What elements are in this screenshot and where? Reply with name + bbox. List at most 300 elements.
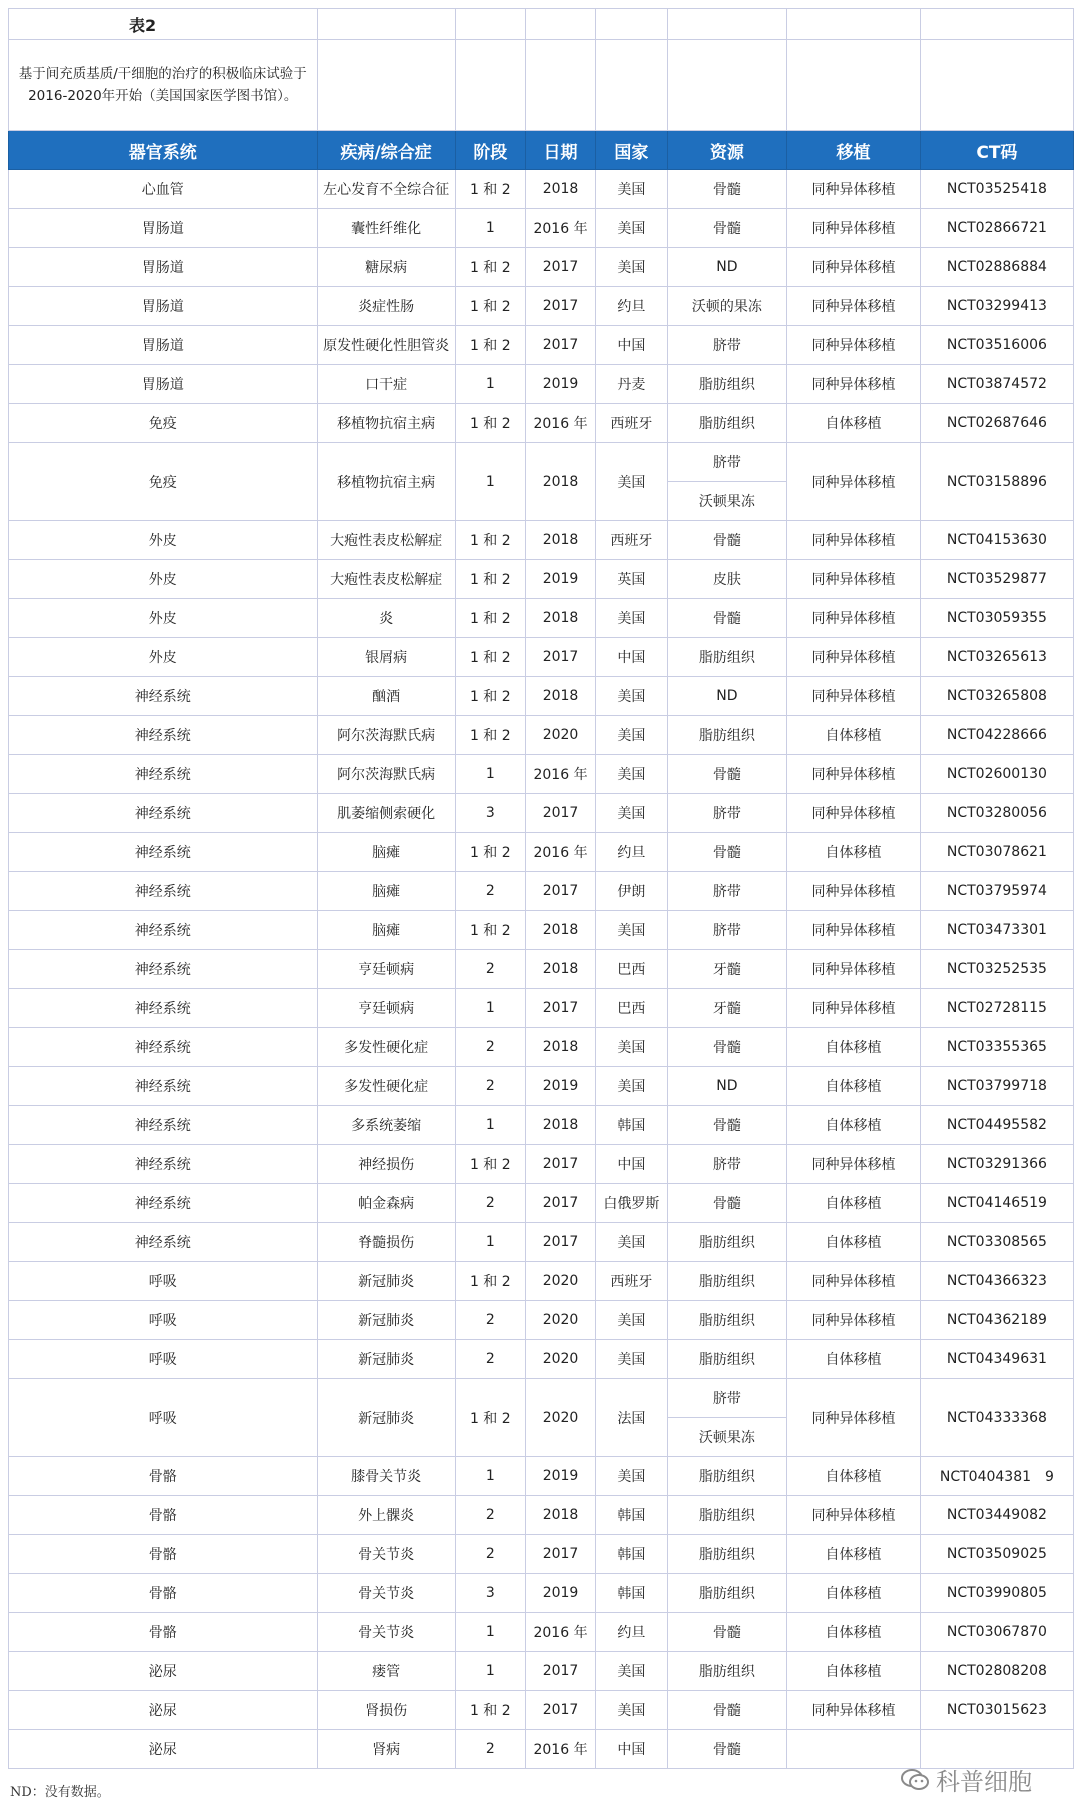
cell-organ: 骨骼 [9,1457,318,1496]
table-row [9,1379,1074,1418]
cell-transplant: 自体移植 [787,1457,921,1496]
cell-organ: 神经系统 [9,1223,318,1262]
cell-ct-code: NCT03252535 [920,950,1073,989]
cell-source: 脂肪组织 [667,365,787,404]
cell-phase: 1 [455,989,525,1028]
table-row [9,443,1074,482]
cell-disease: 移植物抗宿主病 [317,404,455,443]
cell-disease: 炎 [317,599,455,638]
cell-phase: 3 [455,1574,525,1613]
table-row [9,1262,1074,1301]
cell-country: 西班牙 [596,521,667,560]
cell-disease: 新冠肺炎 [317,1340,455,1379]
cell-organ: 骨骼 [9,1535,318,1574]
cell-disease: 脑瘫 [317,911,455,950]
cell-ct-code: NCT04362189 [920,1301,1073,1340]
cell-country: 美国 [596,794,667,833]
table-row [9,1340,1074,1379]
cell-ct-code: NCT04333368 [920,1379,1073,1457]
cell-transplant: 自体移植 [787,833,921,872]
cell-date: 2016 年 [525,755,595,794]
cell-disease: 骨关节炎 [317,1535,455,1574]
cell-organ: 骨骼 [9,1574,318,1613]
cell-organ: 神经系统 [9,950,318,989]
table-row [9,1223,1074,1262]
cell-source: 脐带 [667,326,787,365]
cell-source: 牙髓 [667,950,787,989]
table-row [9,599,1074,638]
cell-ct-code: NCT03355365 [920,1028,1073,1067]
cell-disease: 膝骨关节炎 [317,1457,455,1496]
cell-disease: 骨关节炎 [317,1613,455,1652]
cell-transplant: 自体移植 [787,1613,921,1652]
cell-phase: 2 [455,1301,525,1340]
cell-date: 2017 [525,989,595,1028]
cell-source: ND [667,1067,787,1106]
table-title: 表2 [9,9,318,40]
cell-organ: 神经系统 [9,794,318,833]
cell-phase: 2 [455,872,525,911]
cell-ct-code: NCT03525418 [920,170,1073,209]
cell-transplant: 同种异体移植 [787,560,921,599]
cell-date: 2016 年 [525,833,595,872]
cell-date: 2017 [525,1184,595,1223]
cell-date: 2019 [525,365,595,404]
cell-disease: 阿尔茨海默氏病 [317,755,455,794]
cell-transplant: 同种异体移植 [787,794,921,833]
table-row [9,1106,1074,1145]
cell-ct-code: NCT04366323 [920,1262,1073,1301]
table-row [9,287,1074,326]
cell-disease: 炎症性肠 [317,287,455,326]
table-row [9,1652,1074,1691]
cell-organ: 呼吸 [9,1262,318,1301]
table-row [9,248,1074,287]
cell-country: 中国 [596,638,667,677]
cell-organ: 神经系统 [9,1145,318,1184]
cell-disease: 大疱性表皮松解症 [317,560,455,599]
cell-ct-code: NCT03265613 [920,638,1073,677]
cell-country: 美国 [596,1691,667,1730]
cell-transplant: 自体移植 [787,1106,921,1145]
cell-transplant: 同种异体移植 [787,1691,921,1730]
cell-source: 骨髓 [667,755,787,794]
cell-date: 2016 年 [525,404,595,443]
cell-organ: 胃肠道 [9,287,318,326]
cell-date: 2018 [525,170,595,209]
table-row [9,1613,1074,1652]
cell-transplant: 同种异体移植 [787,989,921,1028]
table-caption: 基于间充质基质/干细胞的治疗的积极临床试验于2016-2020年开始（美国国家医学图书馆）。 [9,40,318,131]
cell-country: 美国 [596,755,667,794]
cell-date: 2017 [525,1145,595,1184]
cell-source: 骨髓 [667,833,787,872]
cell-organ: 神经系统 [9,1028,318,1067]
cell-disease: 酗酒 [317,677,455,716]
header-transplant: 移植 [787,131,921,170]
cell-transplant: 同种异体移植 [787,1145,921,1184]
cell-source: 脐带 [667,1379,787,1418]
cell-source: 脐带 [667,443,787,482]
cell-disease: 新冠肺炎 [317,1379,455,1457]
cell-ct-code: NCT03990805 [920,1574,1073,1613]
cell-phase: 2 [455,1184,525,1223]
cell-date: 2016 年 [525,209,595,248]
cell-ct-code: NCT04495582 [920,1106,1073,1145]
cell-country: 韩国 [596,1106,667,1145]
cell-phase: 1 [455,443,525,521]
cell-date: 2017 [525,1652,595,1691]
cell-source: 骨髓 [667,1691,787,1730]
cell-transplant: 同种异体移植 [787,1496,921,1535]
cell-country: 韩国 [596,1574,667,1613]
cell-country: 美国 [596,1067,667,1106]
cell-ct-code: NCT03067870 [920,1613,1073,1652]
cell-country: 西班牙 [596,1262,667,1301]
cell-source: 骨髓 [667,1028,787,1067]
cell-organ: 免疫 [9,443,318,521]
cell-date: 2016 年 [525,1730,595,1769]
table-row [9,521,1074,560]
cell-ct-code: NCT03799718 [920,1067,1073,1106]
watermark-text: 科普细胞 [936,1768,1032,1796]
cell-country: 美国 [596,1457,667,1496]
cell-ct-code: NCT03529877 [920,560,1073,599]
cell-date: 2018 [525,911,595,950]
table-row [9,1184,1074,1223]
cell-phase: 1 [455,1652,525,1691]
cell-date: 2019 [525,1457,595,1496]
cell-source: 脂肪组织 [667,1457,787,1496]
cell-country: 美国 [596,1340,667,1379]
cell-phase: 1 和 2 [455,833,525,872]
cell-country: 约旦 [596,1613,667,1652]
cell-source: 脂肪组织 [667,1535,787,1574]
table-row [9,1067,1074,1106]
cell-country: 韩国 [596,1535,667,1574]
cell-organ: 呼吸 [9,1301,318,1340]
cell-phase: 1 和 2 [455,560,525,599]
cell-transplant: 同种异体移植 [787,248,921,287]
cell-transplant: 同种异体移植 [787,443,921,521]
cell-phase: 2 [455,1496,525,1535]
cell-disease: 亨廷顿病 [317,989,455,1028]
cell-country: 约旦 [596,833,667,872]
cell-phase: 2 [455,1535,525,1574]
cell-transplant: 同种异体移植 [787,365,921,404]
table-row [9,1028,1074,1067]
cell-ct-code: NCT03265808 [920,677,1073,716]
cell-ct-code: NCT03509025 [920,1535,1073,1574]
table-row [9,560,1074,599]
table-row [9,1301,1074,1340]
cell-disease: 阿尔茨海默氏病 [317,716,455,755]
cell-country: 中国 [596,1145,667,1184]
table-header-row [9,131,1074,170]
cell-disease: 糖尿病 [317,248,455,287]
cell-source: 脐带 [667,872,787,911]
cell-disease: 多系统萎缩 [317,1106,455,1145]
cell-phase: 1 和 2 [455,677,525,716]
table-row [9,404,1074,443]
cell-date: 2017 [525,1535,595,1574]
table-row [9,170,1074,209]
cell-transplant: 自体移植 [787,1574,921,1613]
cell-ct-code: NCT0404381 9 [920,1457,1073,1496]
cell-source: 脐带 [667,911,787,950]
table-row [9,716,1074,755]
cell-ct-code: NCT02866721 [920,209,1073,248]
cell-transplant: 自体移植 [787,404,921,443]
cell-date: 2019 [525,1067,595,1106]
footnote: ND：没有数据。 [10,1785,110,1800]
cell-ct-code: NCT03078621 [920,833,1073,872]
cell-country: 巴西 [596,989,667,1028]
cell-ct-code: NCT03795974 [920,872,1073,911]
cell-ct-code: NCT03291366 [920,1145,1073,1184]
cell-disease: 银屑病 [317,638,455,677]
header-phase: 阶段 [455,131,525,170]
cell-organ: 外皮 [9,521,318,560]
header-date: 日期 [525,131,595,170]
cell-organ: 胃肠道 [9,209,318,248]
cell-country: 美国 [596,1301,667,1340]
cell-organ: 神经系统 [9,1106,318,1145]
cell-date: 2017 [525,326,595,365]
watermark [900,1762,1032,1797]
cell-source: 脂肪组织 [667,404,787,443]
cell-phase: 1 和 2 [455,716,525,755]
cell-date: 2017 [525,872,595,911]
wechat-bubble-icon [900,1767,930,1793]
cell-country: 美国 [596,1652,667,1691]
cell-source: 牙髓 [667,989,787,1028]
cell-date: 2017 [525,1223,595,1262]
cell-date: 2018 [525,1028,595,1067]
cell-source: 骨髓 [667,209,787,248]
cell-ct-code: NCT02687646 [920,404,1073,443]
cell-country: 巴西 [596,950,667,989]
table-row [9,677,1074,716]
cell-ct-code: NCT04349631 [920,1340,1073,1379]
cell-source: 脂肪组织 [667,638,787,677]
cell-source: 脂肪组织 [667,1496,787,1535]
cell-organ: 泌尿 [9,1730,318,1769]
cell-disease: 左心发育不全综合征 [317,170,455,209]
cell-transplant: 自体移植 [787,1535,921,1574]
cell-disease: 口干症 [317,365,455,404]
cell-organ: 免疫 [9,404,318,443]
cell-source: 脐带 [667,1145,787,1184]
cell-phase: 1 和 2 [455,1262,525,1301]
cell-country: 美国 [596,599,667,638]
cell-transplant: 同种异体移植 [787,872,921,911]
cell-date: 2017 [525,1691,595,1730]
cell-organ: 呼吸 [9,1379,318,1457]
cell-phase: 1 和 2 [455,1145,525,1184]
cell-ct-code: NCT03280056 [920,794,1073,833]
cell-disease: 亨廷顿病 [317,950,455,989]
cell-organ: 神经系统 [9,872,318,911]
cell-source: 骨髓 [667,599,787,638]
table-row [9,911,1074,950]
cell-organ: 外皮 [9,599,318,638]
table-row [9,794,1074,833]
cell-date: 2020 [525,1379,595,1457]
cell-country: 美国 [596,911,667,950]
cell-country: 美国 [596,677,667,716]
cell-disease: 新冠肺炎 [317,1262,455,1301]
cell-phase: 1 [455,1613,525,1652]
cell-source: 脂肪组织 [667,1262,787,1301]
cell-country: 美国 [596,248,667,287]
cell-date: 2017 [525,794,595,833]
cell-phase: 1 [455,365,525,404]
cell-country: 美国 [596,716,667,755]
cell-disease: 瘘管 [317,1652,455,1691]
cell-organ: 骨骼 [9,1613,318,1652]
cell-organ: 呼吸 [9,1340,318,1379]
table-row [9,833,1074,872]
cell-date: 2018 [525,1106,595,1145]
cell-disease: 脑瘫 [317,833,455,872]
cell-transplant: 同种异体移植 [787,911,921,950]
cell-organ: 泌尿 [9,1652,318,1691]
cell-phase: 1 和 2 [455,1691,525,1730]
cell-country: 英国 [596,560,667,599]
cell-disease: 肾损伤 [317,1691,455,1730]
cell-phase: 1 和 2 [455,599,525,638]
cell-phase: 2 [455,1028,525,1067]
cell-source: ND [667,248,787,287]
cell-ct-code: NCT02600130 [920,755,1073,794]
cell-date: 2017 [525,287,595,326]
table-row [9,872,1074,911]
cell-organ: 神经系统 [9,911,318,950]
cell-date: 2020 [525,1262,595,1301]
cell-ct-code: NCT04153630 [920,521,1073,560]
cell-source: 脂肪组织 [667,1301,787,1340]
cell-phase: 1 和 2 [455,287,525,326]
table-row [9,1145,1074,1184]
cell-phase: 1 [455,1223,525,1262]
header-disease: 疾病/综合症 [317,131,455,170]
table-row [9,209,1074,248]
cell-disease: 脑瘫 [317,872,455,911]
cell-source: 脂肪组织 [667,1223,787,1262]
cell-disease: 神经损伤 [317,1145,455,1184]
cell-country: 美国 [596,1028,667,1067]
cell-source: 沃顿果冻 [667,482,787,521]
cell-disease: 外上髁炎 [317,1496,455,1535]
cell-phase: 1 和 2 [455,911,525,950]
cell-phase: 3 [455,794,525,833]
table-row [9,1574,1074,1613]
cell-transplant: 同种异体移植 [787,1262,921,1301]
cell-phase: 1 和 2 [455,170,525,209]
cell-phase: 1 和 2 [455,404,525,443]
header-source: 资源 [667,131,787,170]
cell-ct-code: NCT03874572 [920,365,1073,404]
table-row [9,1496,1074,1535]
cell-date: 2017 [525,248,595,287]
cell-source: 沃顿果冻 [667,1418,787,1457]
cell-phase: 2 [455,950,525,989]
cell-transplant: 同种异体移植 [787,755,921,794]
cell-organ: 神经系统 [9,989,318,1028]
cell-disease: 脊髓损伤 [317,1223,455,1262]
cell-transplant: 同种异体移植 [787,287,921,326]
cell-phase: 2 [455,1730,525,1769]
cell-transplant: 同种异体移植 [787,326,921,365]
cell-ct-code: NCT03299413 [920,287,1073,326]
cell-organ: 外皮 [9,638,318,677]
cell-source: 脐带 [667,794,787,833]
cell-country: 韩国 [596,1496,667,1535]
table-row [9,1457,1074,1496]
cell-transplant: 同种异体移植 [787,170,921,209]
cell-country: 美国 [596,1223,667,1262]
cell-date: 2018 [525,677,595,716]
cell-disease: 原发性硬化性胆管炎 [317,326,455,365]
header-organ-system: 器官系统 [9,131,318,170]
table-row [9,989,1074,1028]
cell-country: 中国 [596,326,667,365]
cell-country: 法国 [596,1379,667,1457]
cell-source: 骨髓 [667,1184,787,1223]
cell-organ: 骨骼 [9,1496,318,1535]
cell-date: 2018 [525,1496,595,1535]
cell-date: 2018 [525,950,595,989]
cell-ct-code: NCT03015623 [920,1691,1073,1730]
cell-disease: 帕金森病 [317,1184,455,1223]
cell-date: 2016 年 [525,1613,595,1652]
cell-date: 2020 [525,716,595,755]
cell-transplant: 同种异体移植 [787,677,921,716]
table-row [9,755,1074,794]
cell-disease: 大疱性表皮松解症 [317,521,455,560]
cell-organ: 胃肠道 [9,248,318,287]
cell-phase: 1 和 2 [455,248,525,287]
cell-ct-code: NCT03449082 [920,1496,1073,1535]
cell-organ: 神经系统 [9,833,318,872]
cell-source: 脂肪组织 [667,716,787,755]
cell-organ: 外皮 [9,560,318,599]
cell-transplant: 同种异体移植 [787,521,921,560]
cell-phase: 1 和 2 [455,521,525,560]
cell-country: 约旦 [596,287,667,326]
cell-organ: 胃肠道 [9,365,318,404]
cell-transplant: 自体移植 [787,1184,921,1223]
cell-date: 2019 [525,1574,595,1613]
cell-phase: 1 [455,1106,525,1145]
cell-disease: 骨关节炎 [317,1574,455,1613]
cell-source: 骨髓 [667,1730,787,1769]
cell-disease: 肌萎缩侧索硬化 [317,794,455,833]
cell-source: 脂肪组织 [667,1574,787,1613]
header-ct-code: CT码 [920,131,1073,170]
cell-country: 美国 [596,443,667,521]
cell-transplant: 同种异体移植 [787,950,921,989]
cell-source: 脂肪组织 [667,1340,787,1379]
cell-source: 骨髓 [667,1106,787,1145]
table-row [9,326,1074,365]
cell-phase: 2 [455,1340,525,1379]
cell-transplant: 同种异体移植 [787,638,921,677]
cell-ct-code: NCT03308565 [920,1223,1073,1262]
cell-ct-code: NCT03516006 [920,326,1073,365]
cell-ct-code: NCT02886884 [920,248,1073,287]
